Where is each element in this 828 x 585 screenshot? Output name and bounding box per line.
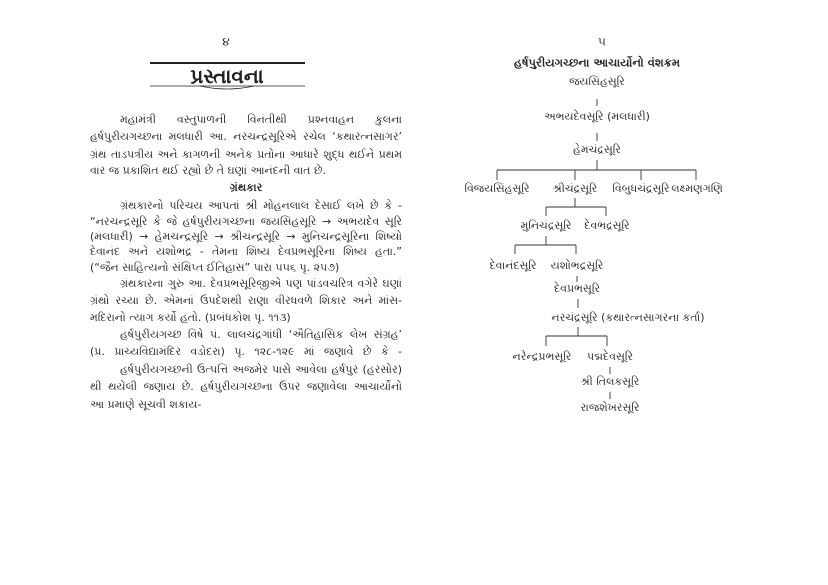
tree-node: રાજશેખરસૂરિ [580, 401, 640, 414]
left-page-number: ૪ [222, 34, 230, 49]
page-title: પ્રસ્તાવના [190, 64, 264, 88]
tree-node: મુનિચંદ્રસૂરિ [520, 219, 572, 232]
body-line: ગ્રંથો રચ્યા છે. એમનાં ઉપદેશથી રાણા વીરધવળે શિકાર અને માંસ- [90, 294, 402, 307]
body-line: ગ્રંથ તાડપત્રીય અને કાગળની અનેક પ્રતોના આધારે શુદ્ધ થઈને પ્રથમ [90, 148, 402, 161]
tree-node: લક્ષ્મણગણિ [671, 182, 723, 195]
body-line: હર્ષપુરીયગચ્છ વિષે પં. લાલચંદ્રગાંધી ‘ઐતિહાસિક લેખ સંગ્રહ’ [120, 328, 402, 341]
tree-node: દેવભદ્રસૂરિ [584, 219, 630, 232]
lineage-title: હર્ષપુરીયગચ્છના આચાર્યોનો વંશક્રમ [513, 55, 681, 70]
body-line: વાર જ પ્રકાશિત થઈ રહ્યો છે તે ઘણાં આનંદની વાત છે. [90, 164, 326, 177]
body-line: “નરચન્દ્રસૂરિ કે જે હર્ષપુરીયગચ્છના જયસિંહસૂરિ → અભયદેવ સૂરિ [90, 215, 402, 228]
tree-node: વિજયસિંહસૂરિ [464, 182, 530, 195]
body-line: થી થયેલી જણાય છે. હર્ષપુરીયગચ્છના ઉપર જણાવેલા આચાર્યોનો [90, 380, 402, 393]
body-line: (મલધારી) → હેમચન્દ્રસૂરિ → શ્રીચન્દ્રસૂરિ → મુનિચન્દ્રસૂરિના શિષ્યો [90, 230, 402, 243]
tree-node: જયસિંહસૂરિ [569, 75, 625, 88]
tree-node: નરેન્દ્રપ્રભસૂરિ [512, 350, 572, 363]
body-line: ગ્રંથકારનો પરિચય આપતાં શ્રી મોહનલાલ દેસાઈ લખે છે કે - [120, 199, 402, 212]
right-page-number: ૫ [598, 34, 606, 49]
tree-node: નરચંદ્રસૂરિ (કથારત્નસાગરના કર્તા) [551, 311, 705, 324]
body-line: આ પ્રમાણે સૂચવી શકાય- [90, 398, 202, 411]
body-line: (પ્ર. પ્રાચ્યવિદ્યામંદિર વડોદરા) પૃ. ૧૨૮-૧૨૯ માં જણાવે છે કે - [90, 345, 402, 358]
tree-node: શ્રીચંદ્રસૂરિ [552, 182, 598, 195]
body-line: હર્ષપુરીયગચ્છની ઉત્પત્તિ અજમેર પાસે આવેલા હર્ષપુર (હરસોર) [120, 363, 402, 376]
tree-node: અભયદેવસૂરિ (મલધારી) [544, 110, 650, 123]
tree-node: દેવપ્રભસૂરિ [553, 282, 601, 295]
tree-node: હેમચંદ્રસૂરિ [573, 143, 621, 156]
tree-node: વિબુધચંદ્રસૂરિ [612, 182, 670, 195]
body-line: ગ્રંથકારના ગુરુ આ. દેવપ્રભસૂરિજીએ પણ પાંડવચરિત્ર વગેરે ઘણાં [120, 277, 402, 290]
body-line: મદિરાનો ત્યાગ કર્યો હતો. (પ્રબંધકોશ પૃ. ૧૧૩) [90, 311, 291, 324]
tree-node: યશોભદ્રસૂરિ [550, 259, 604, 272]
body-line: દેવાનંદ અને યશોભદ્ર - તેમના શિષ્ય દેવપ્રભસૂરિના શિષ્ય હતા.” [90, 245, 402, 258]
body-line: મહામંત્રી વસ્તુપાળની વિનંતીથી પ્રશ્નવાહન કુલના [120, 113, 402, 126]
tree-node: પદ્મદેવસૂરિ [586, 350, 634, 363]
tree-node: દેવાનંદસૂરિ [489, 259, 537, 272]
tree-node: શ્રી તિલકસૂરિ [580, 375, 640, 388]
section-heading: ગ્રંથકાર [229, 181, 263, 194]
body-line: હર્ષપુરીયગચ્છના મલધારી આ. નરચન્દ્રસૂરિએ રચેલ ‘કથારત્નસાગર’ [90, 130, 402, 143]
body-line: (“જૈન સાહિત્યનો સંક્ષિપ્ત ઈતિહાસ” પારા ૫૫૬ પૃ. ૨૫૭) [90, 261, 340, 274]
